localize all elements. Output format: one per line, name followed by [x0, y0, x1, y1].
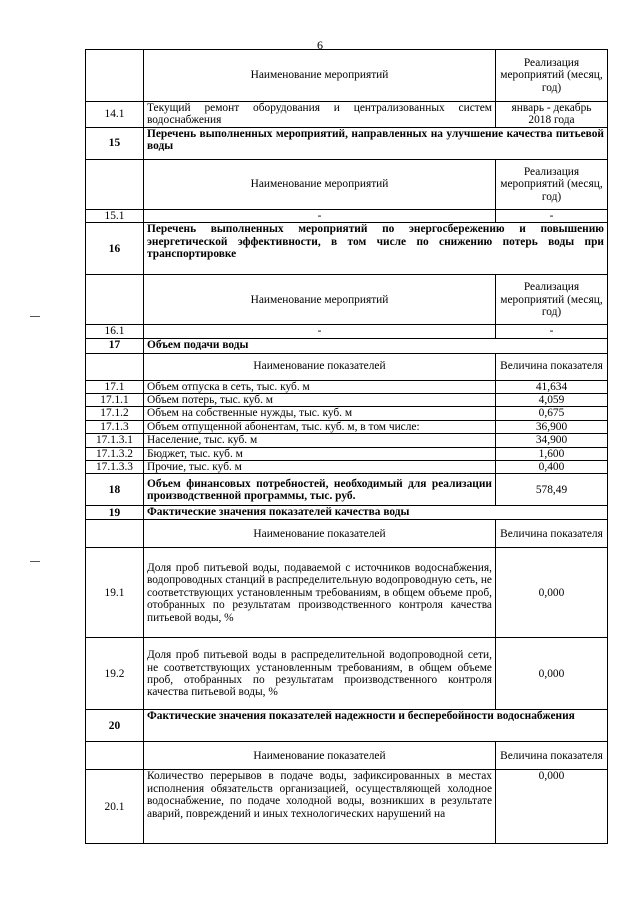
row-value: 36,900 — [496, 420, 608, 433]
row-name: Доля проб питьевой воды, подаваемой с источников водоснабжения, водопроводных станций в распределительную водопроводную сеть, не соответствующих установленным требованиям, в общем объеме проб, отобранных по результатам производственного контроля качества питьевой воды, % — [144, 548, 496, 638]
section-number: 16 — [86, 223, 144, 275]
column-header-name: Наименование мероприятий — [144, 275, 496, 325]
table-row — [86, 275, 608, 325]
row-number: 18 — [86, 474, 144, 506]
table-row — [86, 770, 608, 844]
section-title: Объем подачи воды — [144, 338, 608, 353]
table-row — [86, 638, 608, 710]
column-header-name: Наименование мероприятий — [144, 50, 496, 102]
column-header-value: Реализация мероприятий (месяц, год) — [496, 159, 608, 209]
column-header-name: Наименование показателей — [144, 353, 496, 380]
table-row — [86, 338, 608, 353]
row-name: Объем финансовых потребностей, необходимый для реализации производственной программы, тыс. руб. — [144, 474, 496, 506]
table-row — [86, 380, 608, 393]
column-header-value: Величина показателя — [496, 742, 608, 770]
row-value: 34,900 — [496, 434, 608, 447]
row-number-cell — [86, 275, 144, 325]
row-number: 17.1.3.1 — [86, 434, 144, 447]
section-number: 19 — [86, 506, 144, 520]
table-row — [86, 50, 608, 102]
column-header-value: Реализация мероприятий (месяц, год) — [496, 50, 608, 102]
row-number-cell — [86, 50, 144, 102]
margin-mark — [30, 561, 40, 562]
row-name: - — [144, 325, 496, 338]
row-number: 17.1.3 — [86, 420, 144, 433]
table-row — [86, 548, 608, 638]
column-header-value: Величина показателя — [496, 520, 608, 548]
row-number-cell — [86, 742, 144, 770]
row-name: Объем отпуска в сеть, тыс. куб. м — [144, 380, 496, 393]
measures-table — [85, 49, 608, 844]
table-row — [86, 394, 608, 407]
row-name: Население, тыс. куб. м — [144, 434, 496, 447]
row-number: 15.1 — [86, 209, 144, 222]
table-row — [86, 353, 608, 380]
row-number: 19.1 — [86, 548, 144, 638]
row-value: 1,600 — [496, 447, 608, 460]
row-number: 17.1.3.2 — [86, 447, 144, 460]
row-value: 4,059 — [496, 394, 608, 407]
section-title: Перечень выполненных мероприятий по энергосбережению и повышению энергетической эффективности, в том числе по снижению потерь воды при транспортировке — [144, 223, 608, 275]
row-number: 20.1 — [86, 770, 144, 844]
table-row — [86, 520, 608, 548]
table-row — [86, 159, 608, 209]
column-header-name: Наименование показателей — [144, 742, 496, 770]
table-row — [86, 209, 608, 222]
row-value: январь - декабрь 2018 года — [496, 102, 608, 128]
row-number: 17.1.1 — [86, 394, 144, 407]
table-row — [86, 710, 608, 742]
section-title: Перечень выполненных мероприятий, направленных на улучшение качества питьевой воды — [144, 127, 608, 159]
table-row — [86, 127, 608, 159]
row-number-cell — [86, 159, 144, 209]
page-number: 6 — [317, 38, 323, 52]
row-value: 0,000 — [496, 770, 608, 844]
row-number: 19.2 — [86, 638, 144, 710]
row-name: Текущий ремонт оборудования и централизованных систем водоснабжения — [144, 102, 496, 128]
row-number: 14.1 — [86, 102, 144, 128]
row-number: 17.1 — [86, 380, 144, 393]
row-name: Объем отпущенной абонентам, тыс. куб. м, в том числе: — [144, 420, 496, 433]
row-name: Объем на собственные нужды, тыс. куб. м — [144, 407, 496, 420]
table-row — [86, 447, 608, 460]
row-number: 17.1.3.3 — [86, 461, 144, 474]
margin-mark — [30, 316, 40, 317]
row-name: Бюджет, тыс. куб. м — [144, 447, 496, 460]
column-header-name: Наименование мероприятий — [144, 159, 496, 209]
row-value: 0,400 — [496, 461, 608, 474]
table-row — [86, 420, 608, 433]
section-number: 20 — [86, 710, 144, 742]
table-row — [86, 434, 608, 447]
column-header-value: Реализация мероприятий (месяц, год) — [496, 275, 608, 325]
row-value: 0,000 — [496, 638, 608, 710]
row-value: - — [496, 325, 608, 338]
row-number: 17.1.2 — [86, 407, 144, 420]
section-number: 17 — [86, 338, 144, 353]
table-row — [86, 102, 608, 128]
row-value: 0,675 — [496, 407, 608, 420]
row-name: Количество перерывов в подаче воды, зафиксированных в местах исполнения обязательств организацией, осуществляющей холодное водоснабжение, по подаче холодной воды, возникших в результате аварий, повреждений и иных технологических нарушений на — [144, 770, 496, 844]
row-name: Доля проб питьевой воды в распределительной водопроводной сети, не соответствующих установленным требованиям, в общем объеме проб, отобранных по результатам производственного контроля качества питьевой воды, % — [144, 638, 496, 710]
table-row — [86, 742, 608, 770]
row-number-cell — [86, 353, 144, 380]
table-row — [86, 407, 608, 420]
row-value: 0,000 — [496, 548, 608, 638]
column-header-value: Величина показателя — [496, 353, 608, 380]
row-value: 578,49 — [496, 474, 608, 506]
row-value: 41,634 — [496, 380, 608, 393]
section-title: Фактические значения показателей надежности и бесперебойности водоснабжения — [144, 710, 608, 742]
row-value: - — [496, 209, 608, 222]
section-number: 15 — [86, 127, 144, 159]
table-row — [86, 325, 608, 338]
row-number: 16.1 — [86, 325, 144, 338]
column-header-name: Наименование показателей — [144, 520, 496, 548]
row-name: - — [144, 209, 496, 222]
table-row — [86, 506, 608, 520]
table-row — [86, 223, 608, 275]
table-row — [86, 474, 608, 506]
table-row — [86, 461, 608, 474]
row-number-cell — [86, 520, 144, 548]
row-name: Прочие, тыс. куб. м — [144, 461, 496, 474]
section-title: Фактические значения показателей качества воды — [144, 506, 608, 520]
row-name: Объем потерь, тыс. куб. м — [144, 394, 496, 407]
